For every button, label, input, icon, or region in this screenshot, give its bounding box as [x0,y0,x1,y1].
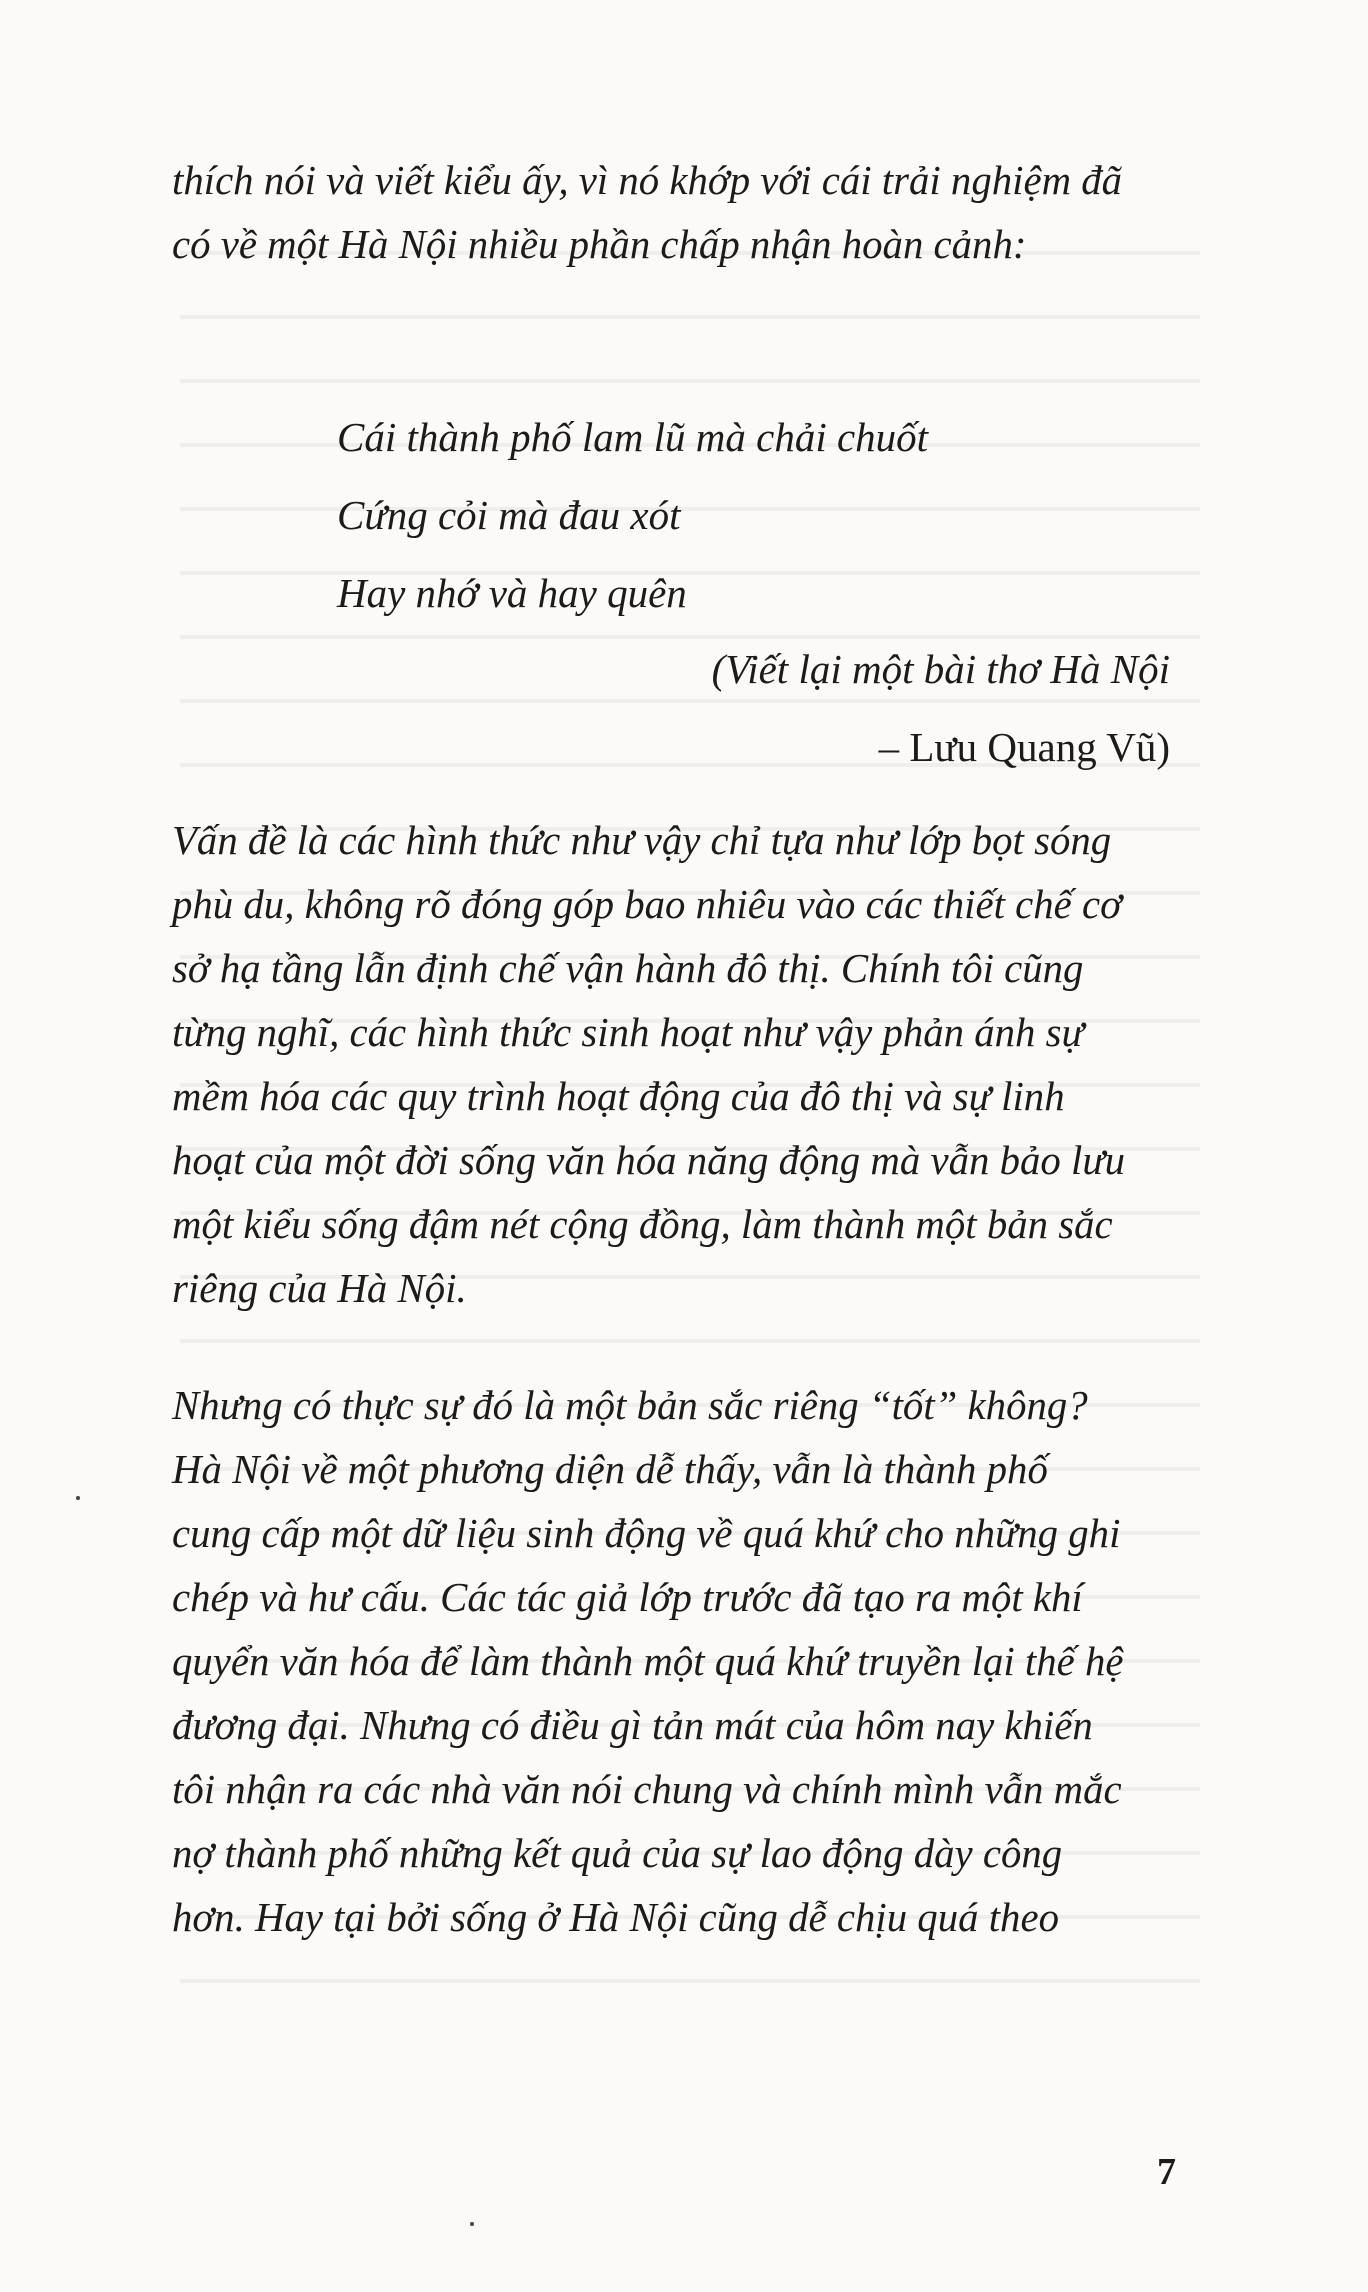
poem-quote [337,398,1137,632]
text-line: Nhưng có thực sự đó là một bản sắc riêng “tốt” không? [172,1382,1088,1428]
text-line: hoạt của một đời sống văn hóa năng động mà vẫn bảo lưu [172,1137,1125,1183]
poem-attribution [470,630,1170,786]
text-line: từng nghĩ, các hình thức sinh hoạt như vậy phản ánh sự [172,1009,1084,1055]
text-line: quyển văn hóa để làm thành một quá khứ truyền lại thế hệ [172,1638,1124,1684]
text-line: tôi nhận ra các nhà văn nói chung và chính mình vẫn mắc [172,1766,1122,1812]
text-line: một kiểu sống đậm nét cộng đồng, làm thành một bản sắc [172,1201,1113,1247]
text-line: phù du, không rõ đóng góp bao nhiêu vào các thiết chế cơ [172,881,1122,927]
text-line: đương đại. Nhưng có điều gì tản mát của hôm nay khiến [172,1702,1093,1748]
poem-line: Hay nhớ và hay quên [337,570,687,616]
text-line: riêng của Hà Nội. [172,1265,467,1311]
paragraph-body-1 [172,808,1212,1320]
text-line: thích nói và viết kiểu ấy, vì nó khớp với cái trải nghiệm đã [172,157,1123,203]
page-number: 7 [1157,2151,1176,2193]
text-line: nợ thành phố những kết quả của sự lao động dày công [172,1830,1063,1876]
text-line: có về một Hà Nội nhiều phần chấp nhận hoàn cảnh: [172,221,1027,267]
text-line: Vấn đề là các hình thức như vậy chỉ tựa như lớp bọt sóng [172,817,1112,863]
text-line: cung cấp một dữ liệu sinh động về quá khứ cho những ghi [172,1510,1121,1556]
poem-line: Cái thành phố lam lũ mà chải chuốt [337,414,929,460]
paper-speck [470,2222,474,2226]
attribution-author: – Lưu Quang Vũ) [878,724,1170,770]
text-line: Hà Nội về một phương diện dễ thấy, vẫn là thành phố [172,1446,1048,1492]
text-line: mềm hóa các quy trình hoạt động của đô thị và sự linh [172,1073,1065,1119]
paper-speck [76,1496,80,1500]
poem-line: Cứng cỏi mà đau xót [337,492,681,538]
text-line: chép và hư cấu. Các tác giả lớp trước đã tạo ra một khí [172,1574,1083,1620]
text-line: hơn. Hay tại bởi sống ở Hà Nội cũng dễ chịu quá theo [172,1894,1059,1940]
paragraph-body-2 [172,1373,1212,1949]
attribution-title: (Viết lại một bài thơ Hà Nội [711,646,1170,692]
paragraph-intro [172,148,1212,276]
text-line: sở hạ tầng lẫn định chế vận hành đô thị. Chính tôi cũng [172,945,1084,991]
